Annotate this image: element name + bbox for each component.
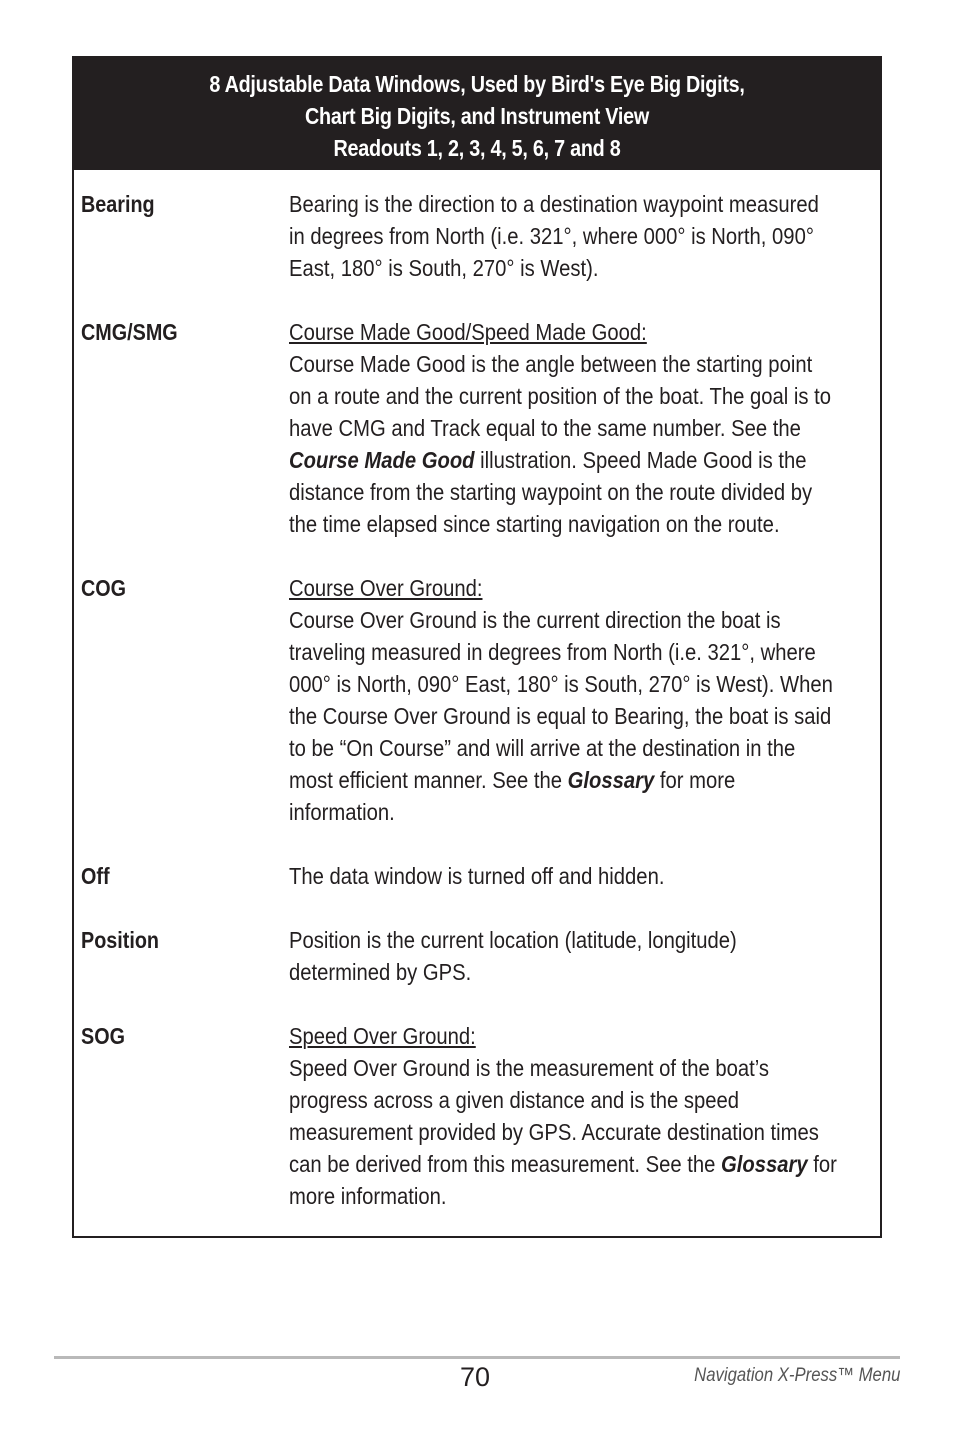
description-text: 000° is North, 090° East, 180° is South, 270° is West). When xyxy=(289,671,833,697)
description-text: have CMG and Track equal to the same number. See the xyxy=(289,415,801,441)
term-description xyxy=(289,1020,873,1212)
description-line xyxy=(289,764,803,796)
description-text: the time elapsed since starting navigation on the route. xyxy=(289,511,780,537)
footer-divider xyxy=(54,1356,900,1359)
term-label: COG xyxy=(81,575,127,601)
description-text: the Course Over Ground is equal to Bearing, the boat is said xyxy=(289,703,832,729)
description-line xyxy=(289,444,807,476)
description-line xyxy=(289,508,803,540)
description-line xyxy=(289,348,813,380)
description-text: for xyxy=(807,1151,837,1177)
page-number: 70 xyxy=(459,1362,491,1392)
description-line xyxy=(289,476,813,508)
description-line xyxy=(289,1052,803,1084)
description-line xyxy=(289,860,803,892)
emphasized-reference: Glossary xyxy=(567,767,655,793)
description-line xyxy=(289,796,803,828)
definition-row xyxy=(74,572,880,828)
description-line xyxy=(289,636,816,668)
description-line xyxy=(289,220,814,252)
data-windows-table xyxy=(72,56,882,1238)
description-text: can be derived from this measurement. See the xyxy=(289,1151,722,1177)
term-label: Bearing xyxy=(81,191,155,217)
table-header xyxy=(74,58,880,170)
term-description xyxy=(289,860,873,892)
definition-row xyxy=(74,924,880,988)
description-text: Course Made Good is the angle between the starting point xyxy=(289,351,813,377)
definition-row xyxy=(74,316,880,540)
description-line xyxy=(289,700,832,732)
description-line xyxy=(289,1116,819,1148)
description-text: on a route and the current position of the boat. The goal is to xyxy=(289,383,831,409)
description-line xyxy=(289,924,803,956)
description-line xyxy=(289,380,831,412)
definition-row xyxy=(74,860,880,892)
term-description xyxy=(289,924,873,988)
description-line xyxy=(289,668,833,700)
description-text: most efficient manner. See the xyxy=(289,767,568,793)
description-line xyxy=(289,1180,803,1212)
description-text: measurement provided by GPS. Accurate destination times xyxy=(289,1119,819,1145)
term-label: SOG xyxy=(81,1023,125,1049)
description-text: East, 180° is South, 270° is West). xyxy=(289,255,599,281)
term-description xyxy=(289,316,873,540)
description-heading: Speed Over Ground: xyxy=(289,1023,476,1049)
header-line-3: Readouts 1, 2, 3, 4, 5, 6, 7 and 8 xyxy=(333,135,621,161)
description-text: Speed Over Ground is the measurement of the boat’s xyxy=(289,1055,770,1081)
term-label: Position xyxy=(81,927,160,953)
term-label: Off xyxy=(81,863,110,889)
description-text: to be “On Course” and will arrive at the destination in the xyxy=(289,735,796,761)
definition-row xyxy=(74,188,880,284)
header-line-1: 8 Adjustable Data Windows, Used by Bird's Eye Big Digits, xyxy=(209,71,745,97)
term-description xyxy=(289,572,873,828)
description-text: Bearing is the direction to a destination waypoint measured xyxy=(289,191,819,217)
description-text: traveling measured in degrees from North (i.e. 321°, where xyxy=(289,639,816,665)
description-line xyxy=(289,252,803,284)
description-line xyxy=(289,732,803,764)
section-title: Navigation X-Press™ Menu xyxy=(693,1365,900,1386)
description-line xyxy=(289,956,803,988)
description-heading: Course Made Good/Speed Made Good: xyxy=(289,319,647,345)
table-body xyxy=(74,170,880,1212)
description-line xyxy=(289,188,819,220)
description-text: illustration. Speed Made Good is the xyxy=(474,447,807,473)
term-description xyxy=(289,188,873,284)
definition-row xyxy=(74,1020,880,1212)
description-line xyxy=(289,1084,803,1116)
description-text: progress across a given distance and is the speed xyxy=(289,1087,740,1113)
description-line xyxy=(289,412,803,444)
description-text: Course Over Ground is the current direction the boat is xyxy=(289,607,781,633)
description-line xyxy=(289,604,803,636)
description-line xyxy=(289,1148,837,1180)
emphasized-reference: Course Made Good xyxy=(289,447,475,473)
description-text: more information. xyxy=(289,1183,447,1209)
term-label: CMG/SMG xyxy=(81,319,178,345)
description-text: for more xyxy=(654,767,736,793)
description-text: distance from the starting waypoint on the route divided by xyxy=(289,479,813,505)
description-heading: Course Over Ground: xyxy=(289,575,483,601)
description-text: information. xyxy=(289,799,395,825)
description-text: determined by GPS. xyxy=(289,959,472,985)
description-text: Position is the current location (latitude, longitude) xyxy=(289,927,737,953)
description-text: in degrees from North (i.e. 321°, where 000° is North, 090° xyxy=(289,223,814,249)
emphasized-reference: Glossary xyxy=(721,1151,808,1177)
header-line-2: Chart Big Digits, and Instrument View xyxy=(305,103,649,129)
description-text: The data window is turned off and hidden. xyxy=(289,863,665,889)
